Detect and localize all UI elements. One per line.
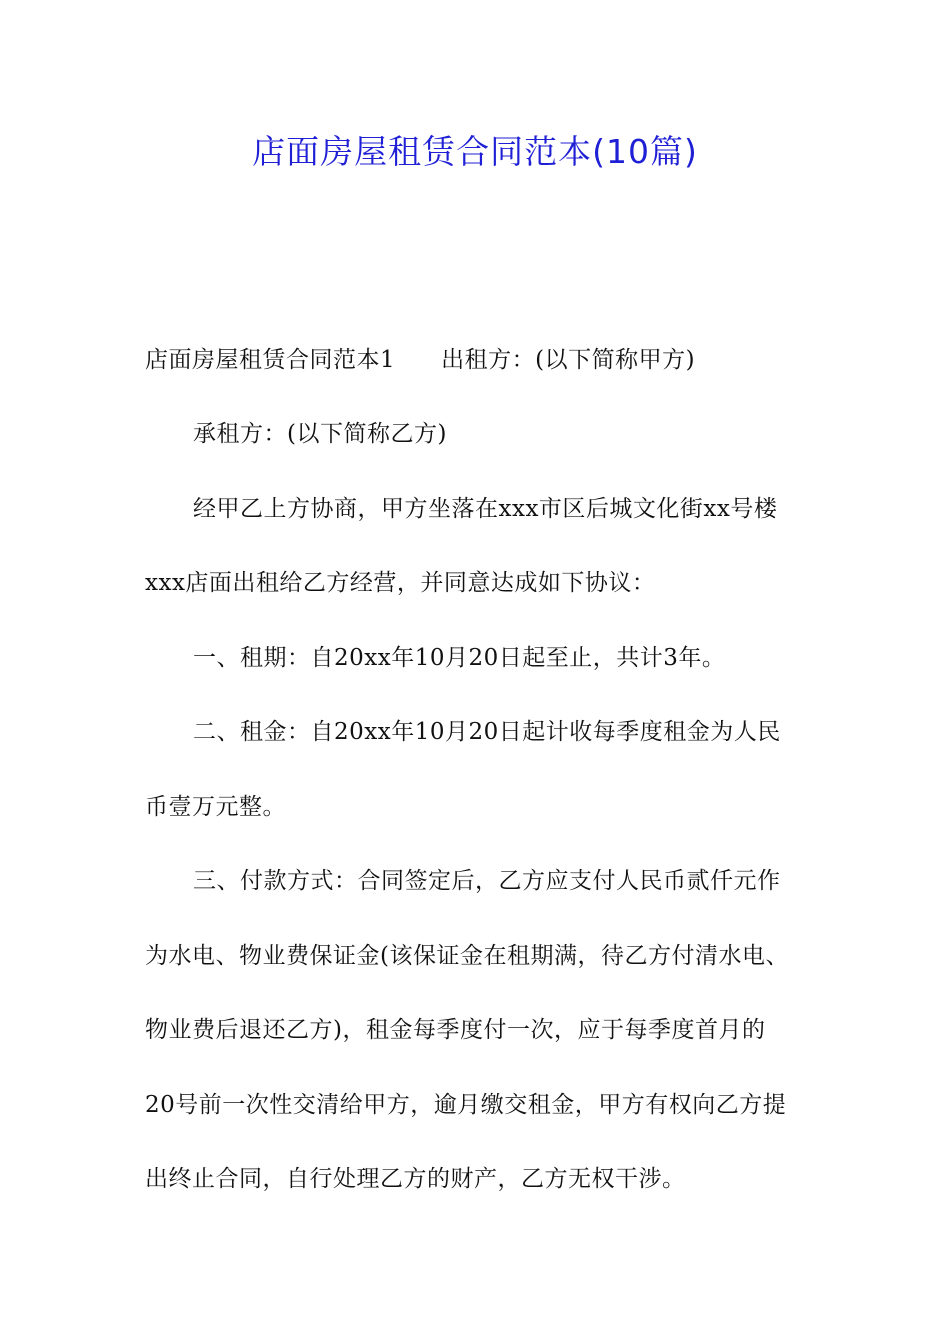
paragraph-line-3: 经甲乙上方协商，甲方坐落在xxx市区后城文化街xx号楼 <box>193 496 778 522</box>
paragraph-line-1 <box>145 345 695 375</box>
paragraph-line-11: 20号前一次性交清给甲方，逾月缴交租金，甲方有权向乙方提 <box>145 1092 787 1118</box>
document-title: 店面房屋租赁合同范本(10篇) <box>252 132 698 171</box>
clause-rent: 二、租金：自20xx年10月20日起计收每季度租金为人民 <box>193 719 781 745</box>
lessee-label: 承租方：(以下简称乙方) <box>193 421 447 447</box>
clause-payment: 三、付款方式：合同签定后，乙方应支付人民币贰仟元作 <box>193 868 781 894</box>
paragraph-line-12: 出终止合同，自行处理乙方的财产，乙方无权干涉。 <box>145 1166 686 1192</box>
lessor-label: 出租方：(以下简称甲方) <box>441 347 696 373</box>
paragraph-line-10: 物业费后退还乙方)，租金每季度付一次，应于每季度首月的 <box>145 1017 766 1043</box>
clause-lease-term: 一、租期：自20xx年10月20日起至止，共计3年。 <box>193 645 726 671</box>
paragraph-line-4: xxx店面出租给乙方经营，并同意达成如下协议： <box>145 570 656 596</box>
paragraph-line-7: 币壹万元整。 <box>145 794 286 820</box>
paragraph-line-9: 为水电、物业费保证金(该保证金在租期满，待乙方付清水电、 <box>145 943 789 969</box>
section-heading: 店面房屋租赁合同范本1 <box>145 347 396 373</box>
